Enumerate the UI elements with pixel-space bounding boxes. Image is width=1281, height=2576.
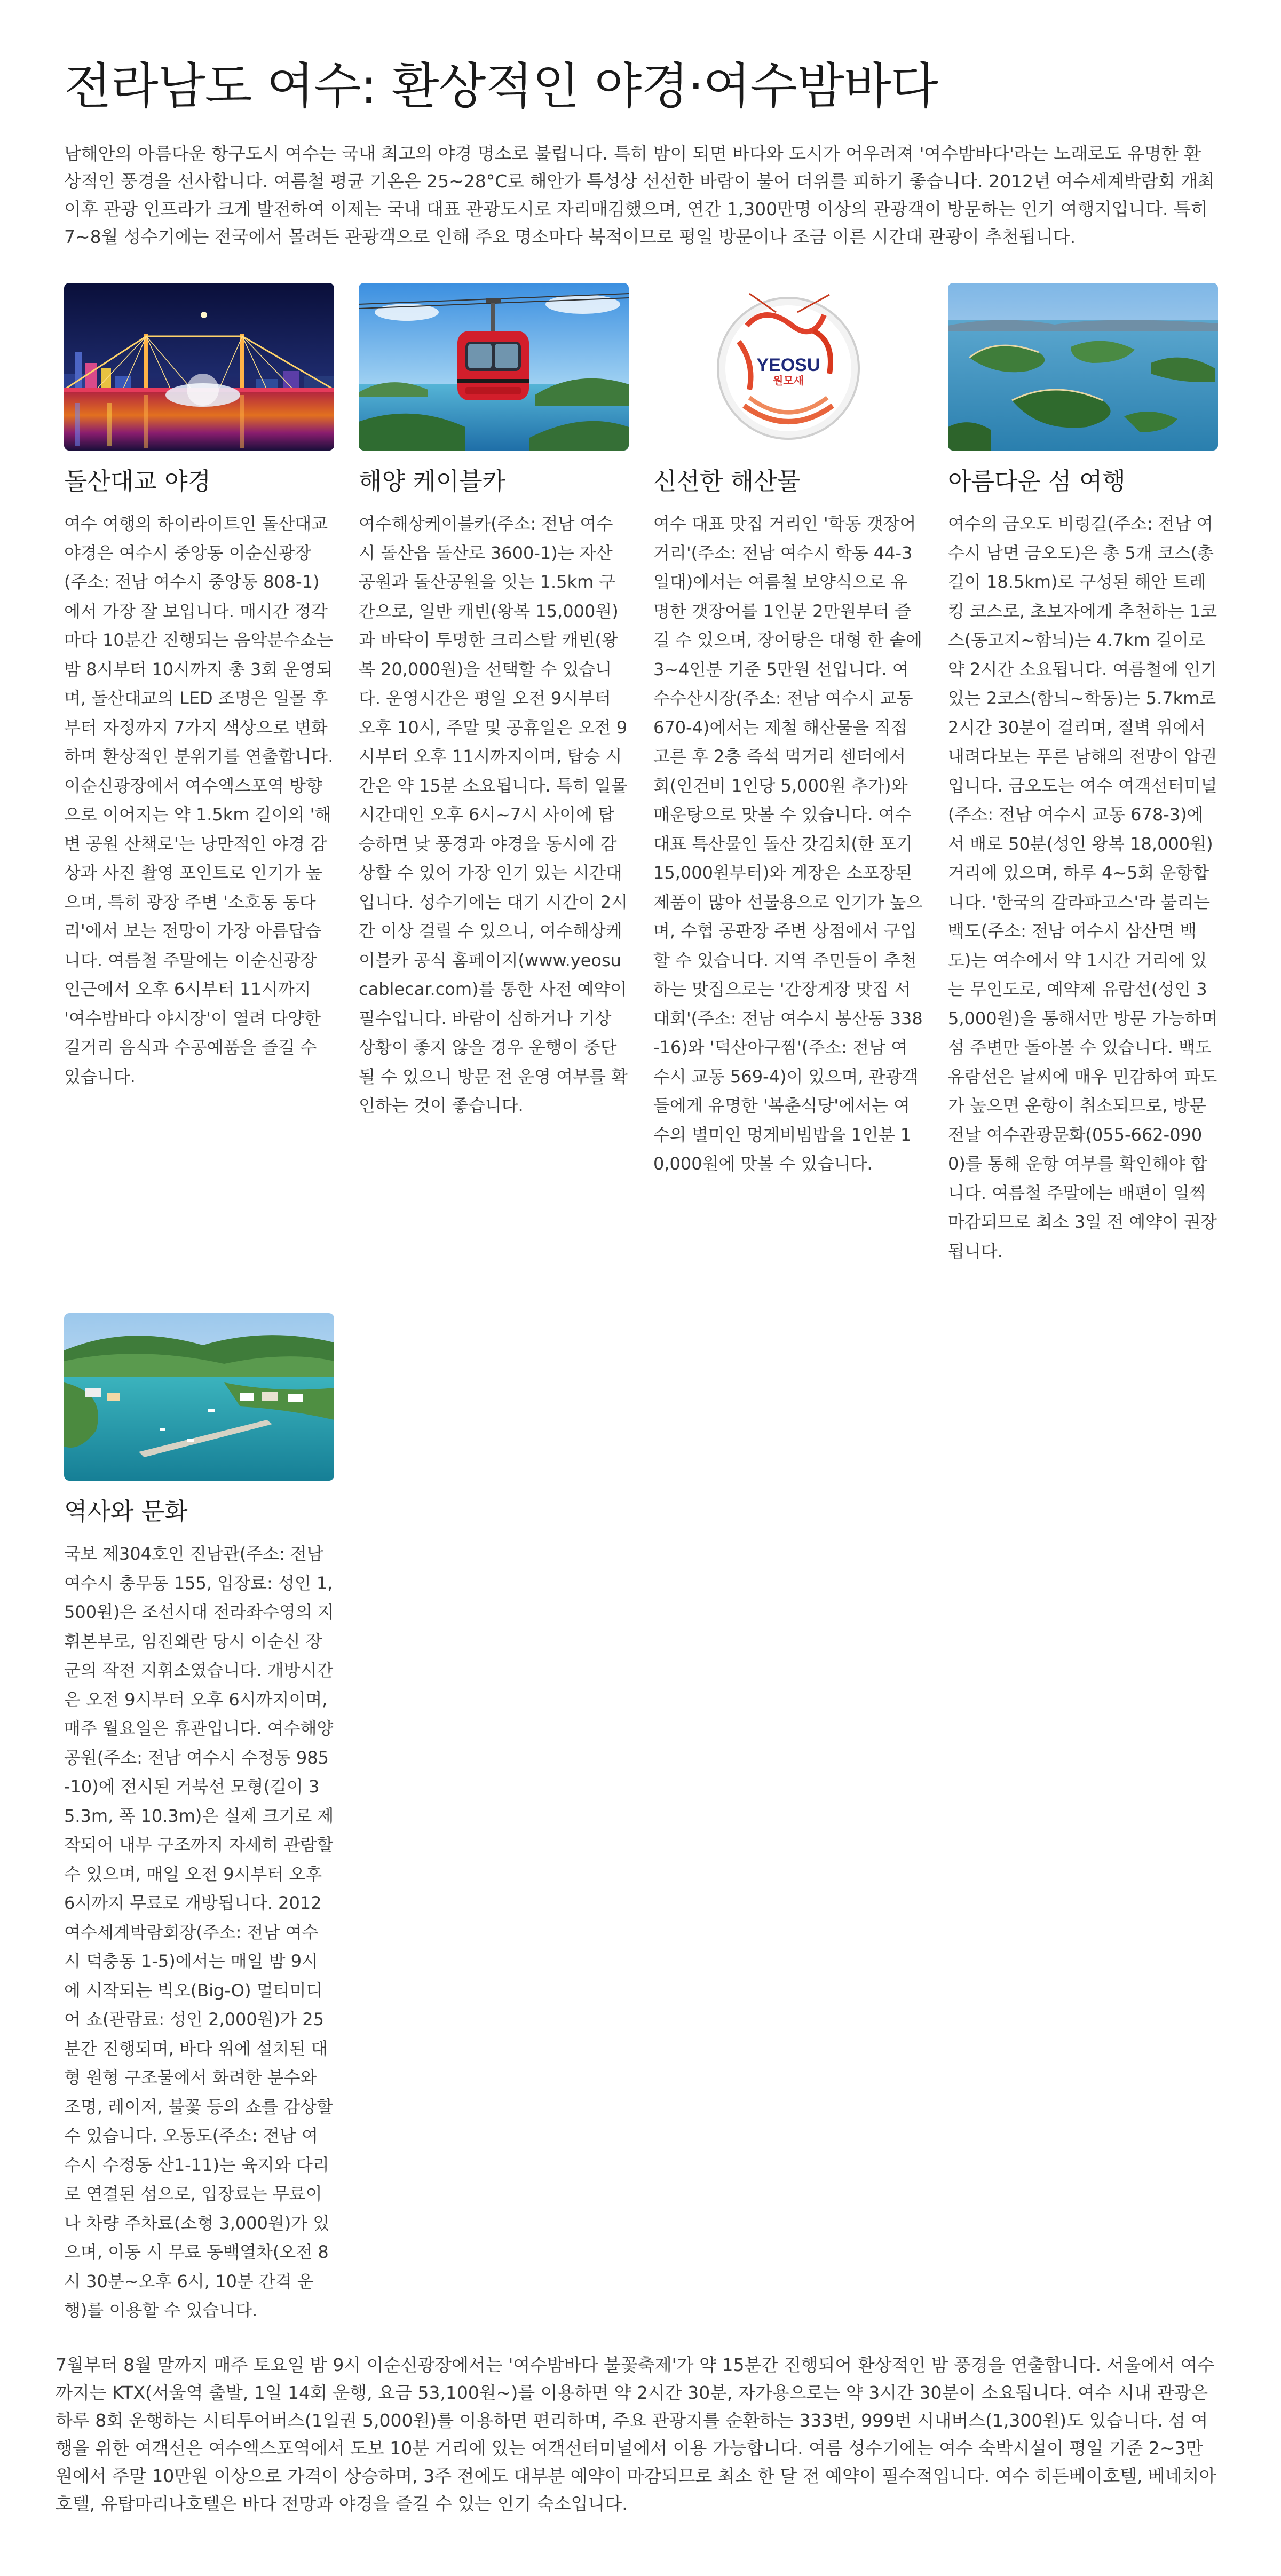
islands-aerial-photo xyxy=(948,283,1218,451)
logo-text: YEOSU xyxy=(756,355,820,375)
cable-car-photo xyxy=(359,283,629,451)
card-title: 신선한 해산물 xyxy=(653,467,801,495)
outro-paragraph: 7월부터 8월 말까지 매주 토요일 밤 9시 이순신광장에서는 '여수밤바다 불꽃축제'가 약 15분간 진행되어 환상적인 밤 풍경을 연출합니다. 서울에서 여수까지는 KTX(서울역 출발, 1일 14회 운행, 요금 53,100원~)를 이용하면 약 2시간 30분, 자가용으로는 약 3시간 30분이 소요됩니다. 여수 시내 관광은 하루 8회 운행하는 시티투어버스(1일권 5,000원)를 이용하면 편리하며, 주요 관광지를 순환하는 333번, 999번 시내버스(1,300원)도 있습니다. 섬 여행을 위한 여객선은 여수엑스포역에서 도보 10분 거리에 있는 여객선터미널에서 이용 가능합니다. 여름 성수기에는 여수 숙박시설이 평일 기준 2~3만원에서 주말 10만원 이상으로 가격이 상승하며, 3주 전에도 대부분 예약이 마감되므로 최소 한 달 전 예약이 필수적입니다. 여수 히든베이호텔, 베네치아호텔, 유탑마리나호텔은 바다 전망과 야경을 즐길 수 있는 인기 숙소입니다. xyxy=(56,2354,1216,2514)
card-title: 아름다운 섬 여행 xyxy=(948,467,1126,495)
card-islands xyxy=(948,283,1218,1266)
card-body: 여수 여행의 하이라이트인 돌산대교 야경은 여수시 중앙동 이순신광장(주소: 전남 여수시 중앙동 808-1)에서 가장 잘 보입니다. 매시간 정각마다 10분간 진행되는 음악분수쇼는 밤 8시부터 10시까지 총 3회 운영되며, 돌산대교의 LED 조명은 일몰 후부터 자정까지 7가지 색상으로 변화하며 환상적인 분위기를 연출합니다. 이순신광장에서 여수엑스포역 방향으로 이어지는 약 1.5km 길이의 '해변 공원 산책로'는 낭만적인 야경 감상과 사진 촬영 포인트로 인기가 높으며, 특히 광장 주변 '소호동 동다리'에서 보는 전망이 가장 아름답습니다. 여름철 주말에는 이순신광장 인근에서 오후 6시부터 11시까지 '여수밤바다 야시장'이 열려 다양한 길거리 음식과 수공예품을 즐길 수 있습니다. xyxy=(64,513,334,1087)
card-cable-car xyxy=(359,283,629,1120)
card-body: 여수해상케이블카(주소: 전남 여수시 돌산읍 돌산로 3600-1)는 자산공원과 돌산공원을 잇는 1.5km 구간으로, 일반 캐빈(왕복 15,000원)과 바닥이 투명한 크리스탈 캐빈(왕복 20,000원)을 선택할 수 있습니다. 운영시간은 평일 오전 9시부터 오후 10시, 주말 및 공휴일은 오전 9시부터 오후 11시까지이며, 탑승 시간은 약 15분 소요됩니다. 특히 일몰 시간대인 오후 6시~7시 사이에 탑승하면 낮 풍경과 야경을 동시에 감상할 수 있어 가장 인기 있는 시간대입니다. 성수기에는 대기 시간이 2시간 이상 걸릴 수 있으니, 여수해상케이블카 공식 홈페이지(www.yeosucablecar.com)를 통한 사전 예약이 필수입니다. 바람이 심하거나 기상 상황이 좋지 않을 경우 운행이 중단될 수 있으니 방문 전 운영 여부를 확인하는 것이 좋습니다. xyxy=(359,513,628,1116)
card-dolsan-bridge xyxy=(64,283,334,1091)
night-bridge-photo xyxy=(64,283,334,451)
intro-paragraph: 남해안의 아름다운 항구도시 여수는 국내 최고의 야경 명소로 불립니다. 특히 밤이 되면 바다와 도시가 어우러져 '여수밤바다'라는 노래로도 유명한 환상적인 풍경을 선사합니다. 여름철 평균 기온은 25~28°C로 해안가 특성상 선선한 바람이 불어 더위를 피하기 좋습니다. 2012년 여수세계박람회 개최 이후 관광 인프라가 크게 발전하여 이제는 국내 대표 관광도시로 자리매김했으며, 연간 1,300만명 이상의 관광객이 방문하는 인기 여행지입니다. 특히 7~8월 성수기에는 전국에서 몰려든 관광객으로 인해 주요 명소마다 북적이므로 평일 방문이나 조금 이른 시간대 관광이 추천됩니다. xyxy=(64,143,1215,247)
seafood-logo xyxy=(653,283,923,451)
page-title: 전라남도 여수: 환상적인 야경·여수밤바다 xyxy=(64,58,938,115)
card-history xyxy=(64,1313,334,2325)
card-body: 여수의 금오도 비렁길(주소: 전남 여수시 남면 금오도)은 총 5개 코스(총 길이 18.5km)로 구성된 해안 트레킹 코스로, 초보자에게 추천하는 1코스(동고지~함늬)는 4.7km 길이로 약 2시간 소요됩니다. 여름철에 인기 있는 2코스(함늬~학동)는 5.7km로 2시간 30분이 걸리며, 절벽 위에서 내려다보는 푸른 남해의 전망이 압권입니다. 금오도는 여수 여객선터미널(주소: 전남 여수시 교동 678-3)에서 배로 50분(성인 왕복 18,000원) 거리에 있으며, 하루 4~5회 운항합니다. '한국의 갈라파고스'라 불리는 백도(주소: 전남 여수시 삼산면 백도)는 여수에서 약 1시간 거리에 있는 무인도로, 예약제 유람선(성인 35,000원)을 통해서만 방문 가능하며 섬 주변만 돌아볼 수 있습니다. 백도 유람선은 날씨에 매우 민감하여 파도가 높으면 운항이 취소되므로, 방문 전날 여수관광문화(055-662-0900)를 통해 운항 여부를 확인해야 합니다. 여름철 주말에는 배편이 일찍 마감되므로 최소 3일 전 예약이 권장됩니다. xyxy=(948,513,1218,1261)
harbor-town-photo xyxy=(64,1313,334,1481)
card-body: 국보 제304호인 진남관(주소: 전남 여수시 충무동 155, 입장료: 성인 1,500원)은 조선시대 전라좌수영의 지휘본부로, 임진왜란 당시 이순신 장군의 작전 지휘소였습니다. 개방시간은 오전 9시부터 오후 6시까지이며, 매주 월요일은 휴관입니다. 여수해양공원(주소: 전남 여수시 수정동 985-10)에 전시된 거북선 모형(길이 35.3m, 폭 10.3m)은 실제 크기로 제작되어 내부 구조까지 자세히 관람할 수 있으며, 매일 오전 9시부터 오후 6시까지 무료로 개방됩니다. 2012 여수세계박람회장(주소: 전남 여수시 덕충동 1-5)에서는 매일 밤 9시에 시작되는 빅오(Big-O) 멀티미디어 쇼(관람료: 성인 2,000원)가 25분간 진행되며, 바다 위에 설치된 대형 원형 구조물에서 화려한 분수와 조명, 레이저, 불꽃 등의 쇼를 감상할 수 있습니다. 오동도(주소: 전남 여수시 수정동 산1-11)는 육지와 다리로 연결된 섬으로, 입장료는 무료이나 차량 주차료(소형 3,000원)가 있으며, 이동 시 무료 동백열차(오전 8시 30분~오후 6시, 10분 간격 운행)를 이용할 수 있습니다. xyxy=(64,1544,334,2320)
card-title: 해양 케이블카 xyxy=(359,467,506,495)
card-seafood xyxy=(653,283,923,1179)
logo-subtext: 원모새 xyxy=(773,374,804,387)
card-body: 여수 대표 맛집 거리인 '학동 갯장어 거리'(주소: 전남 여수시 학동 44-3 일대)에서는 여름철 보양식으로 유명한 갯장어를 1인분 2만원부터 즐길 수 있으며, 장어탕은 대형 한 솥에 3~4인분 기준 5만원 선입니다. 여수수산시장(주소: 전남 여수시 교동 670-4)에서는 제철 해산물을 직접 고른 후 2층 즉석 먹거리 센터에서 회(인건비 1인당 5,000원 추가)와 매운탕으로 맛볼 수 있습니다. 여수 대표 특산물인 돌산 갓김치(한 포기 15,000원부터)와 게장은 소포장된 제품이 많아 선물용으로 인기가 높으며, 수협 공판장 주변 상점에서 구입할 수 있습니다. 지역 주민들이 추천하는 맛집으로는 '간장게장 맛집 서대회'(주소: 전남 여수시 봉산동 338-16)와 '덕산아구찜'(주소: 전남 여수시 교동 569-4)이 있으며, 관광객들에게 유명한 '복춘식당'에서는 여수의 별미인 멍게비빔밥을 1인분 10,000원에 맛볼 수 있습니다. xyxy=(653,513,923,1174)
card-title: 돌산대교 야경 xyxy=(64,467,211,495)
card-title: 역사와 문화 xyxy=(64,1497,188,1526)
